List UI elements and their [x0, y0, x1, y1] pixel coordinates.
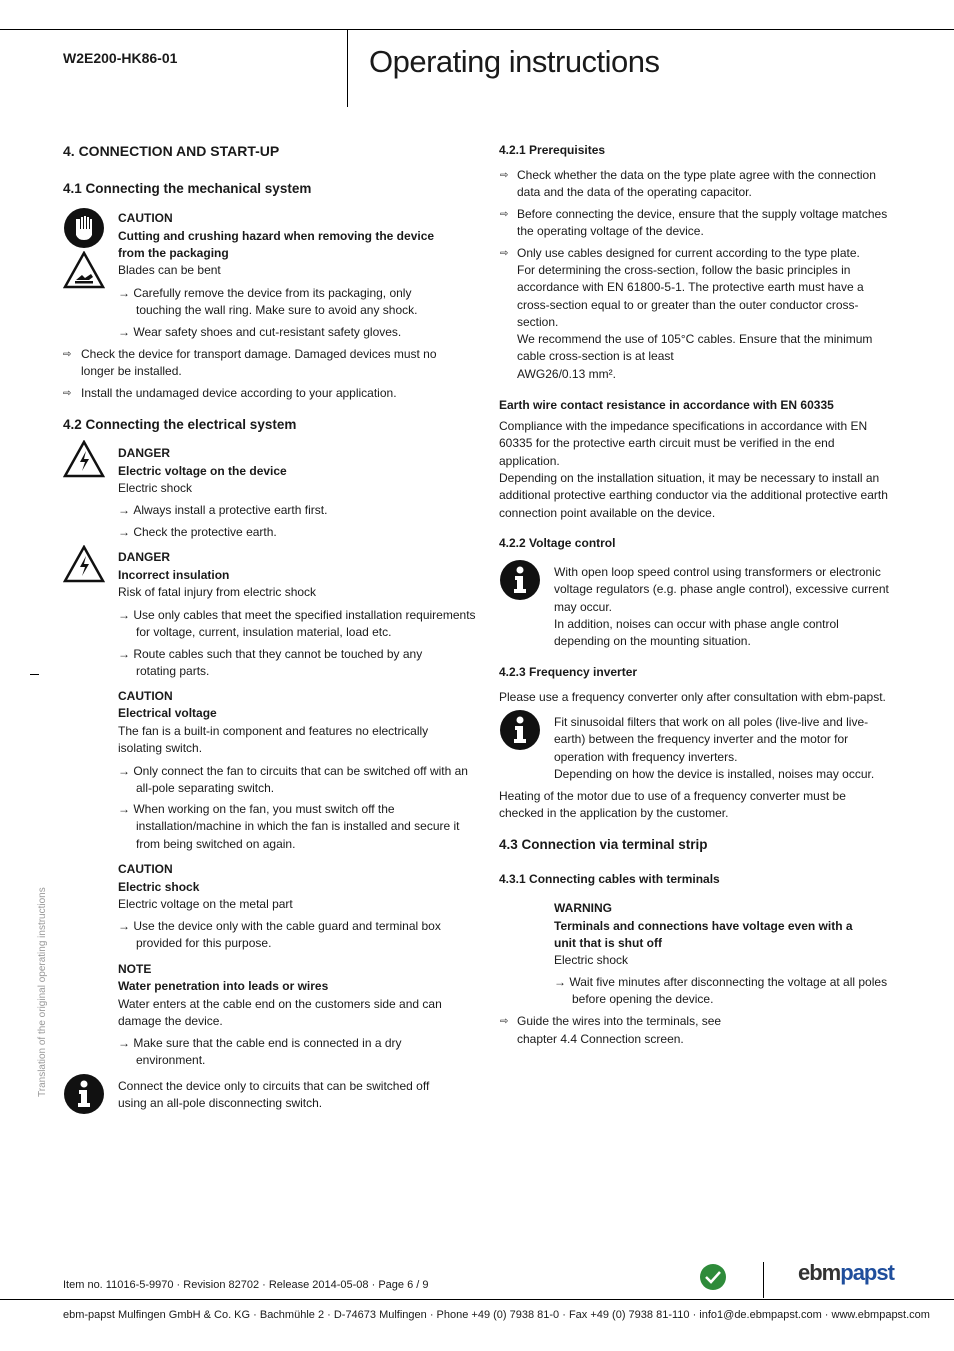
- prereq-extra-2: We recommend the use of 105°C cables. Ensure that the minimum cable cross-section is at least: [517, 332, 873, 364]
- earth-title: Earth wire contact resistance in accordance with EN 60335: [499, 398, 834, 412]
- warning-bold: Terminals and connections have voltage even with a unit that is shut off: [554, 919, 853, 951]
- freq-intro: Please use a frequency converter only after consultation with ebm-papst.: [499, 690, 886, 704]
- danger1-bold: Electric voltage on the device: [118, 464, 287, 478]
- mech-caution-body: Blades can be bent: [118, 263, 221, 277]
- mech-caution-bold: Cutting and crushing hazard when removing the device from the packaging: [118, 229, 435, 261]
- caution2-bold: Electrical voltage: [118, 706, 217, 720]
- mech-bullet-2: Install the undamaged device according to your application.: [81, 386, 397, 400]
- mech-caution-label: CAUTION: [118, 211, 173, 225]
- info-text: Connect the device only to circuits that can be switched off using an all-pole disconnecting switch.: [118, 1079, 430, 1111]
- voltage-info-1: With open loop speed control using transformers or electronic voltage regulators (e.g. phase angle control), excessive current may occur.: [554, 565, 889, 614]
- voltage-title: 4.2.2 Voltage control: [499, 536, 616, 550]
- note-label: NOTE: [118, 962, 152, 976]
- prereq-extra-1: For determining the cross-section, follow the basic principles in accordance with EN 61800-5-1. The protective earth must have a cross-section equal to or greater than the outer conductor cross-section.: [517, 263, 864, 330]
- terminal-subtitle: 4.3.1 Connecting cables with terminals: [499, 872, 720, 886]
- high-voltage-icon: [63, 545, 105, 583]
- model-number: W2E200-HK86-01: [63, 50, 178, 66]
- bullet-arrow-icon: ⇨: [500, 209, 509, 220]
- freq-info-1: Fit sinusoidal filters that work on all poles (live-live and live-earth) between the frequency inverter and the motor for operation with frequency inverters.: [554, 715, 869, 764]
- footer-rule: [0, 1299, 954, 1300]
- bullet-arrow-icon: ⇨: [500, 170, 509, 181]
- info-icon: [63, 1073, 105, 1115]
- logo-papst: papst: [840, 1260, 894, 1285]
- caution2-action-2: → When working on the fan, you must switch off the installation/machine in which the fan is installed and secure it from being switched on again.: [118, 801, 481, 853]
- ebmpapst-logo: [798, 1260, 894, 1286]
- caution3-label: CAUTION: [118, 862, 173, 876]
- footer-logo-divider: [763, 1262, 764, 1298]
- danger2-action-1: → Use only cables that meet the specified installation requirements for voltage, current, insulation material, load etc.: [118, 607, 481, 642]
- danger2-label: DANGER: [118, 550, 171, 564]
- bullet-arrow-icon: ⇨: [500, 248, 509, 259]
- danger2-body: Risk of fatal injury from electric shock: [118, 585, 317, 599]
- guide-line-2: chapter 4.4 Connection screen.: [517, 1032, 684, 1046]
- earth-body-2: Depending on the installation situation, it may be necessary to install an additional protective earthing conductor via the additional protective earth connection point available on the device.: [499, 471, 888, 520]
- guide-line-1: Guide the wires into the terminals, see: [517, 1014, 722, 1028]
- note-bold: Water penetration into leads or wires: [118, 979, 329, 993]
- info-icon: [499, 559, 541, 601]
- gloves-icon: [63, 207, 105, 249]
- warning-body: Electric shock: [554, 953, 629, 967]
- mech-title: 4.1 Connecting the mechanical system: [63, 181, 312, 196]
- side-note: Translation of the original operating instructions: [37, 887, 48, 1097]
- earth-body-1: Compliance with the impedance specifications in accordance with EN 60335 for the protective earth circuit must be verified in the end application.: [499, 419, 868, 468]
- header-rule-top: [0, 29, 954, 30]
- fold-mark: [30, 674, 39, 675]
- prereq-bullet-1: Check whether the data on the type plate agree with the connection data and the data of the operating capacitor.: [517, 168, 876, 200]
- danger1-label: DANGER: [118, 446, 171, 460]
- warning-label: WARNING: [554, 901, 612, 915]
- bullet-arrow-icon: ⇨: [500, 1016, 509, 1027]
- bullet-arrow-icon: ⇨: [63, 388, 72, 399]
- freq-outro: Heating of the motor due to use of a frequency converter must be checked in the application by the customer.: [499, 789, 846, 821]
- caution2-action-1: → Only connect the fan to circuits that can be switched off with an all-pole separating switch.: [118, 763, 476, 798]
- danger2-bold: Incorrect insulation: [118, 568, 230, 582]
- warning-action-1: → Wait five minutes after disconnecting the voltage at all poles before opening the device.: [554, 974, 912, 1009]
- caution3-bold: Electric shock: [118, 880, 200, 894]
- prereq-title: 4.2.1 Prerequisites: [499, 143, 606, 157]
- section-title: 4. CONNECTION AND START-UP: [63, 143, 280, 159]
- danger1-body: Electric shock: [118, 481, 193, 495]
- crushing-hazard-icon: [63, 251, 105, 289]
- info-icon: [499, 709, 541, 751]
- high-voltage-icon: [63, 440, 105, 478]
- prereq-bullet-2: Before connecting the device, ensure that the supply voltage matches the operating voltage of the device.: [517, 207, 888, 239]
- caution2-body: The fan is a built-in component and features no electrically isolating switch.: [118, 724, 429, 756]
- bullet-arrow-icon: ⇨: [63, 349, 72, 360]
- footer-item-info: Item no. 11016-5-9970 · Revision 82702 · Release 2014-05-08 · Page 6 / 9: [63, 1279, 429, 1291]
- danger1-action-1: → Always install a protective earth first.: [118, 502, 327, 519]
- prereq-extra-3: AWG26/0.13 mm².: [517, 367, 616, 381]
- green-tech-icon: [697, 1262, 729, 1292]
- danger1-action-2: → Check the protective earth.: [118, 524, 277, 541]
- caution2-label: CAUTION: [118, 689, 173, 703]
- page-title: Operating instructions: [369, 44, 660, 79]
- logo-ebm: ebm: [798, 1260, 841, 1285]
- mech-bullet-1: Check the device for transport damage. Damaged devices must no longer be installed.: [81, 347, 437, 379]
- freq-info-2: Depending on how the device is installed, noises may occur.: [554, 767, 875, 781]
- prereq-bullet-3: Only use cables designed for current according to the type plate.: [517, 246, 860, 260]
- caution3-body: Electric voltage on the metal part: [118, 897, 293, 911]
- mech-action-1: → Carefully remove the device from its packaging, only touching the wall ring. Make sure to avoid any shock.: [118, 285, 446, 320]
- header-divider: [347, 29, 348, 107]
- voltage-info-2: In addition, noises can occur with phase angle control depending on the mounting situation.: [554, 617, 839, 649]
- note-action-1: → Make sure that the cable end is connected in a dry environment.: [118, 1035, 436, 1070]
- terminal-title: 4.3 Connection via terminal strip: [499, 837, 708, 852]
- mech-action-2: → Wear safety shoes and cut-resistant safety gloves.: [118, 324, 438, 341]
- danger2-action-2: → Route cables such that they cannot be touched by any rotating parts.: [118, 646, 446, 681]
- freq-title: 4.2.3 Frequency inverter: [499, 665, 638, 679]
- caution3-action-1: → Use the device only with the cable guard and terminal box provided for this purpose.: [118, 918, 466, 953]
- footer-company: ebm-papst Mulfingen GmbH & Co. KG · Bachmühle 2 · D-74673 Mulfingen · Phone +49 (0) 7938 81-0 · Fax +49 (0) 7938 81-110 · info1@de.ebmpapst.com · www.ebmpapst.com: [63, 1309, 930, 1321]
- elec-title: 4.2 Connecting the electrical system: [63, 417, 297, 432]
- note-body: Water enters at the cable end on the customers side and can damage the device.: [118, 997, 442, 1029]
